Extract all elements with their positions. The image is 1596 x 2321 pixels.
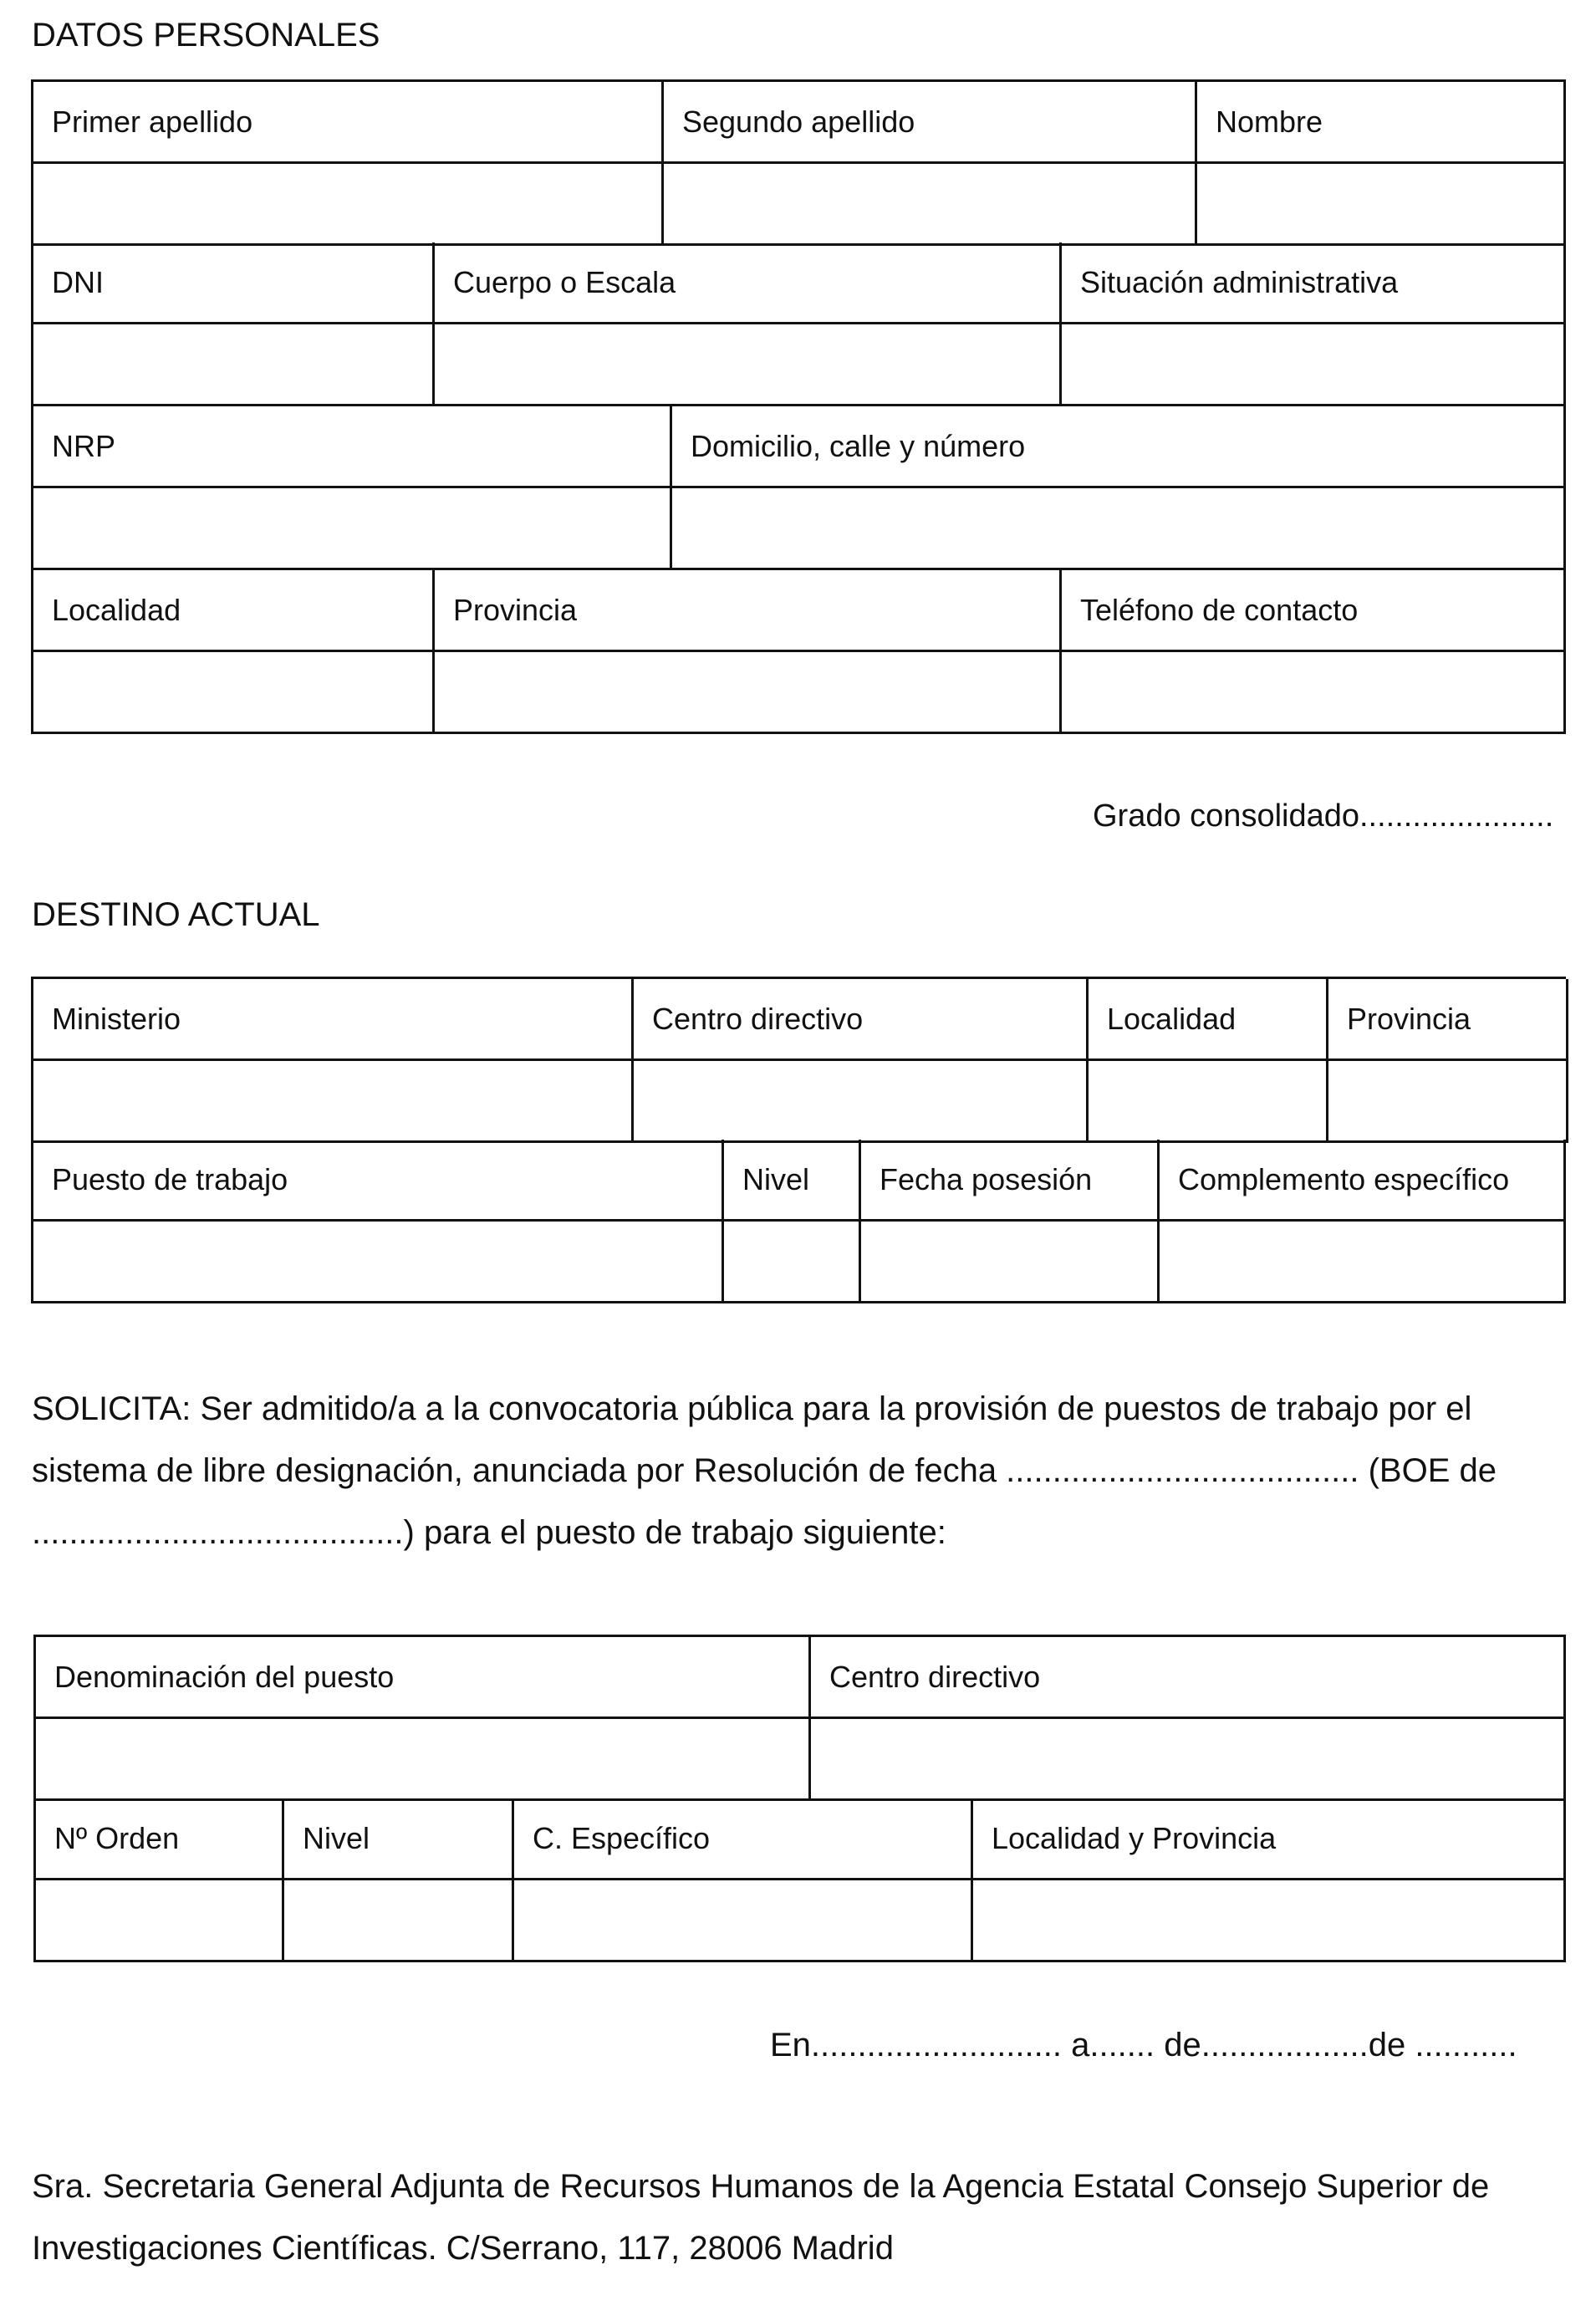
label-localidad-provincia: Localidad y Provincia — [973, 1798, 1566, 1880]
field-c-especifico[interactable] — [514, 1880, 973, 1962]
datos-personales-table-2 — [31, 242, 1566, 406]
datos-personales-table-4 — [31, 570, 1566, 734]
label-nivel: Nivel — [724, 1140, 861, 1222]
field-denominacion-puesto[interactable] — [36, 1719, 811, 1801]
section-title-destino-actual: DESTINO ACTUAL — [32, 896, 320, 933]
label-localidad: Localidad — [33, 570, 435, 652]
label-situacion-administrativa: Situación administrativa — [1062, 242, 1566, 324]
label-fecha-posesion: Fecha posesión — [861, 1140, 1160, 1222]
label-puesto-trabajo: Puesto de trabajo — [33, 1140, 724, 1222]
field-segundo-apellido[interactable] — [664, 164, 1197, 246]
label-c-especifico: C. Específico — [514, 1798, 973, 1880]
field-provincia[interactable] — [435, 652, 1062, 734]
label-centro-directivo-puesto: Centro directivo — [811, 1637, 1566, 1719]
field-situacion-administrativa[interactable] — [1062, 324, 1566, 406]
field-centro-directivo-puesto[interactable] — [811, 1719, 1566, 1801]
label-n-orden: Nº Orden — [36, 1798, 284, 1880]
field-nrp[interactable] — [33, 488, 672, 570]
label-ministerio: Ministerio — [33, 979, 634, 1061]
field-nivel[interactable] — [724, 1222, 861, 1303]
field-localidad-provincia[interactable] — [973, 1880, 1566, 1962]
destinatario-line-1: Sra. Secretaria General Adjunta de Recursos Humanos de la Agencia Estatal Consejo Superior de — [32, 2168, 1490, 2205]
field-centro-directivo[interactable] — [634, 1061, 1089, 1143]
label-nivel-puesto: Nivel — [284, 1798, 514, 1880]
grado-consolidado: Grado consolidado...................... — [1093, 798, 1554, 834]
label-cuerpo-escala: Cuerpo o Escala — [435, 242, 1062, 324]
field-nivel-puesto[interactable] — [284, 1880, 514, 1962]
field-localidad-destino[interactable] — [1089, 1061, 1328, 1143]
section-title-datos-personales: DATOS PERSONALES — [32, 17, 380, 54]
label-centro-directivo: Centro directivo — [634, 979, 1089, 1061]
label-domicilio: Domicilio, calle y número — [672, 406, 1566, 488]
field-domicilio[interactable] — [672, 488, 1566, 570]
field-telefono[interactable] — [1062, 652, 1566, 734]
field-n-orden[interactable] — [36, 1880, 284, 1962]
field-complemento-especifico[interactable] — [1160, 1222, 1566, 1303]
destino-actual-table-2 — [31, 1140, 1566, 1303]
field-localidad[interactable] — [33, 652, 435, 734]
label-denominacion-puesto: Denominación del puesto — [36, 1637, 811, 1719]
field-nombre[interactable] — [1197, 164, 1566, 246]
puesto-table-1 — [33, 1635, 1566, 1801]
label-nrp: NRP — [33, 406, 672, 488]
puesto-table-2 — [33, 1798, 1566, 1962]
field-primer-apellido[interactable] — [33, 164, 664, 246]
destinatario-line-2: Investigaciones Científicas. C/Serrano, 117, 28006 Madrid — [32, 2230, 894, 2267]
field-puesto-trabajo[interactable] — [33, 1222, 724, 1303]
destinatario-paragraph — [32, 2155, 1563, 2279]
label-provincia-destino: Provincia — [1328, 979, 1568, 1061]
field-cuerpo-escala[interactable] — [435, 324, 1062, 406]
field-provincia-destino[interactable] — [1328, 1061, 1568, 1143]
solicita-line-2: sistema de libre designación, anunciada por Resolución de fecha ...................................... (BOE de — [32, 1452, 1497, 1489]
label-complemento-especifico: Complemento específico — [1160, 1140, 1566, 1222]
datos-personales-table-1 — [31, 79, 1566, 246]
label-provincia: Provincia — [435, 570, 1062, 652]
field-fecha-posesion[interactable] — [861, 1222, 1160, 1303]
solicita-line-3: ........................................) para el puesto de trabajo siguiente: — [32, 1514, 946, 1551]
field-ministerio[interactable] — [33, 1061, 634, 1143]
solicita-paragraph — [32, 1378, 1563, 1563]
solicita-line-1: SOLICITA: Ser admitido/a a la convocatoria pública para la provisión de puestos de trabajo por el — [32, 1390, 1472, 1427]
field-dni[interactable] — [33, 324, 435, 406]
label-nombre: Nombre — [1197, 82, 1566, 164]
destino-actual-table-1 — [31, 977, 1566, 1143]
label-primer-apellido: Primer apellido — [33, 82, 664, 164]
label-localidad-destino: Localidad — [1089, 979, 1328, 1061]
label-dni: DNI — [33, 242, 435, 324]
label-telefono: Teléfono de contacto — [1062, 570, 1566, 652]
label-segundo-apellido: Segundo apellido — [664, 82, 1197, 164]
datos-personales-table-3 — [31, 406, 1566, 570]
lugar-fecha-line: En........................... a....... de..................de ........... — [770, 2027, 1517, 2063]
